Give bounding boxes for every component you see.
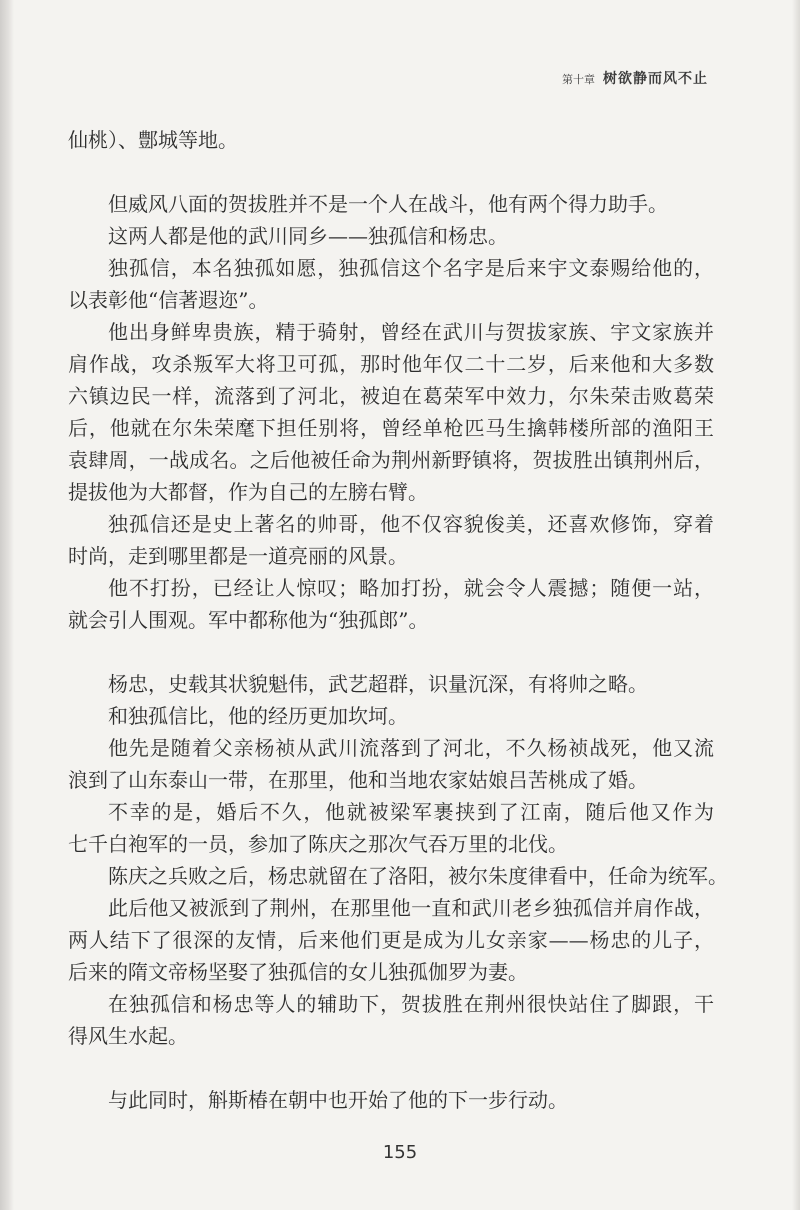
text-line: 陈庆之兵败之后，杨忠就留在了洛阳，被尔朱度律看中，任命为统军。 (108, 864, 728, 888)
text-line: 后来的隋文帝杨坚娶了独孤信的女儿独孤伽罗为妻。 (68, 960, 528, 984)
text-line: 以表彰他“信著遐迩”。 (68, 288, 269, 312)
text-line: 和独孤信比，他的经历更加坎坷。 (108, 704, 408, 728)
text-line: 但威风八面的贺拔胜并不是一个人在战斗，他有两个得力助手。 (108, 192, 668, 216)
text-line: 在独孤信和杨忠等人的辅助下，贺拔胜在荆州很快站住了脚跟，干 (108, 992, 714, 1016)
page-number: 155 (382, 1142, 418, 1163)
text-line: 提拔他为大都督，作为自己的左膀右臂。 (68, 480, 428, 504)
text-line: 不幸的是，婚后不久，他就被梁军裹挟到了江南，随后他又作为 (108, 800, 714, 824)
text-line: 他不打扮，已经让人惊叹；略加打扮，就会令人震撼；随便一站， (108, 576, 714, 600)
text-line: 六镇边民一样，流落到了河北，被迫在葛荣军中效力，尔朱荣击败葛荣 (68, 384, 714, 408)
paragraph-gap (68, 1052, 714, 1084)
running-header (562, 68, 708, 88)
text-line: 袁肆周，一战成名。之后他被任命为荆州新野镇将，贺拔胜出镇荆州后， (68, 448, 714, 472)
text-line: 这两人都是他的武川同乡——独孤信和杨忠。 (108, 224, 508, 248)
text-line: 得风生水起。 (68, 1024, 188, 1048)
text-line: 两人结下了很深的友情，后来他们更是成为儿女亲家——杨忠的儿子， (68, 928, 714, 952)
text-line: 肩作战，攻杀叛军大将卫可孤，那时他年仅二十二岁，后来他和大多数 (68, 352, 714, 376)
page-gutter-shadow (0, 0, 14, 1210)
text-line: 独孤信，本名独孤如愿，独孤信这个名字是后来宇文泰赐给他的， (108, 256, 714, 280)
chapter-title: 树欲静而风不止 (603, 71, 708, 87)
text-line: 后，他就在尔朱荣麾下担任别将，曾经单枪匹马生擒韩楼所部的渔阳王 (68, 416, 714, 440)
page-edge-shadow (792, 0, 800, 1210)
body-text (68, 124, 728, 1116)
text-line: 杨忠，史载其状貌魁伟，武艺超群，识量沉深，有将帅之略。 (108, 672, 648, 696)
paragraph-gap (68, 156, 714, 188)
text-line: 浪到了山东泰山一带，在那里，他和当地农家姑娘吕苦桃成了婚。 (68, 768, 648, 792)
text-line: 仙桃）、鄷城等地。 (68, 128, 238, 152)
text-line: 此后他又被派到了荆州，在那里他一直和武川老乡独孤信并肩作战， (108, 896, 714, 920)
text-line: 独孤信还是史上著名的帅哥，他不仅容貌俊美，还喜欢修饰，穿着 (108, 512, 714, 536)
text-line: 就会引人围观。军中都称他为“独孤郎”。 (68, 608, 429, 632)
text-line: 他先是随着父亲杨祯从武川流落到了河北，不久杨祯战死，他又流 (108, 736, 714, 760)
paragraph-gap (68, 636, 714, 668)
text-line: 与此同时，斛斯椿在朝中也开始了他的下一步行动。 (108, 1088, 568, 1112)
text-line: 时尚，走到哪里都是一道亮丽的风景。 (68, 544, 408, 568)
chapter-label: 第十章 (562, 73, 595, 86)
text-line: 七千白袍军的一员，参加了陈庆之那次气吞万里的北伐。 (68, 832, 568, 856)
text-line: 他出身鲜卑贵族，精于骑射，曾经在武川与贺拔家族、宇文家族并 (108, 320, 714, 344)
